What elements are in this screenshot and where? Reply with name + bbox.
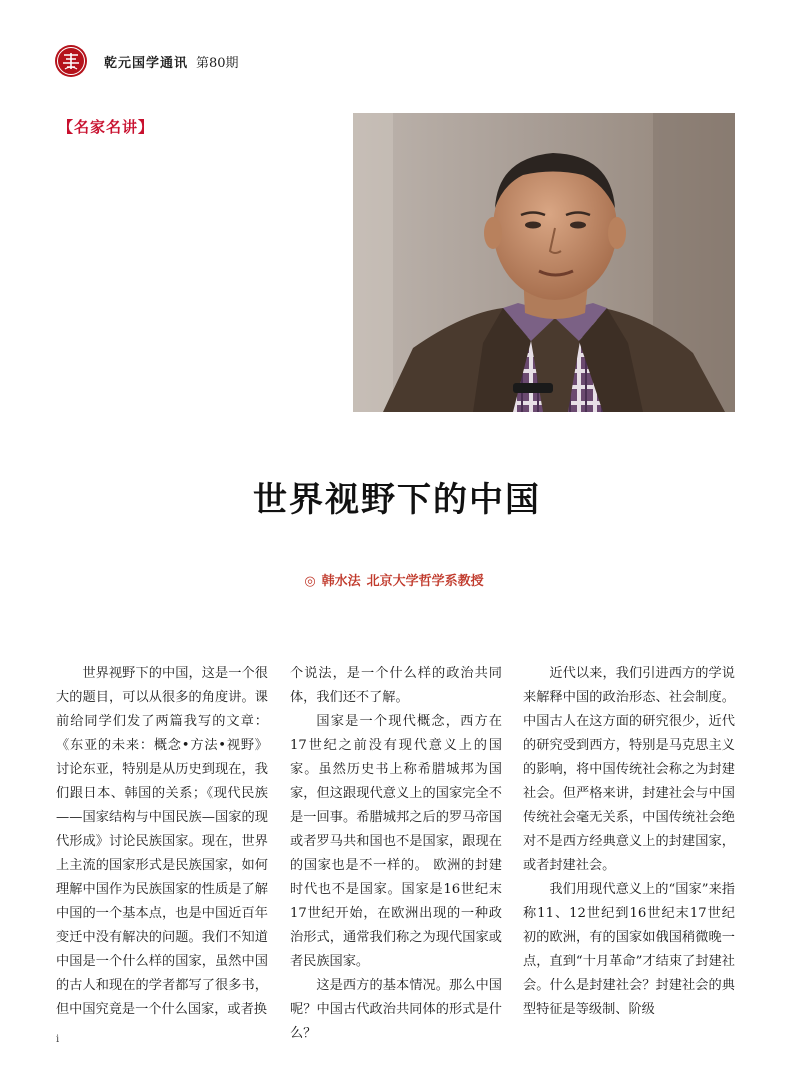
byline	[0, 570, 794, 589]
article-title: 世界视野下的中国	[253, 480, 541, 520]
seal-logo-icon	[54, 44, 88, 78]
author-affiliation: 北京大学哲学系教授	[366, 574, 484, 589]
body-column-1	[56, 662, 268, 1022]
paragraph: 国家是一个现代概念，西方在17世纪之前没有现代意义上的国家。虽然历史书上称希腊城邦为国家，但这跟现代意义上的国家完全不是一回事。希腊城邦之后的罗马帝国或者罗马共和国也不是国家，跟现在的国家也是不一样的。 欧洲的封建时代也不是国家。国家是16世纪末17世纪开始，在欧洲出现的一种政治形式，通常我们称之为现代国家或者民族国家。	[290, 714, 502, 969]
paragraph: 这是西方的基本情况。那么中国呢？中国古代政治共同体的形式是什么？	[290, 978, 502, 1041]
paragraph: 个说法，是一个什么样的政治共同体，我们还不了解。	[290, 666, 502, 705]
column-tag: 【名家名讲】	[58, 118, 155, 136]
paragraph: 世界视野下的中国，这是一个很大的题目，可以从很多的角度讲。课前给同学们发了两篇我写的文章：《东亚的未来：概念•方法•视野》讨论东亚，特别是从历史到现在，我们跟日本、韩国的关系；《现代民族——国家结构与中国民族—国家的现代形成》讨论民族国家。现在，世界上主流的国家形式是民族国家，如何理解中国作为民族国家的性质是了解中国的一个基本点，也是中国近百年变迁中没有解决的问题。我们不知道中国是一个什么样的国家，虽然中国的古人和现在的学者都写了很多书，但中国究竟是一个什么国家，或者换	[56, 666, 268, 1017]
body-column-3	[523, 662, 735, 1022]
issue-number: 第80期	[196, 56, 239, 71]
author-name: 韩水法	[321, 574, 361, 589]
publication-header	[104, 52, 239, 71]
paragraph: 我们用现代意义上的“国家”来指称11、12世纪到16世纪末17世纪初的欧洲，有的国家如俄国稍微晚一点，直到“十月革命”才结束了封建社会。什么是封建社会？封建社会的典型特征是等级制、阶级	[523, 882, 735, 1017]
portrait-photo	[353, 113, 735, 412]
byline-mark: ◎	[304, 574, 316, 589]
page-mark: i	[56, 1034, 60, 1045]
publication-name: 乾元国学通讯	[104, 56, 189, 71]
body-column-2	[290, 662, 502, 1046]
paragraph: 近代以来，我们引进西方的学说来解释中国的政治形态、社会制度。中国古人在这方面的研究很少，近代的研究受到西方，特别是马克思主义的影响，将中国传统社会称之为封建社会。但严格来讲，封建社会与中国传统社会毫无关系，中国传统社会绝对不是西方经典意义上的封建国家，或者封建社会。	[523, 666, 735, 873]
